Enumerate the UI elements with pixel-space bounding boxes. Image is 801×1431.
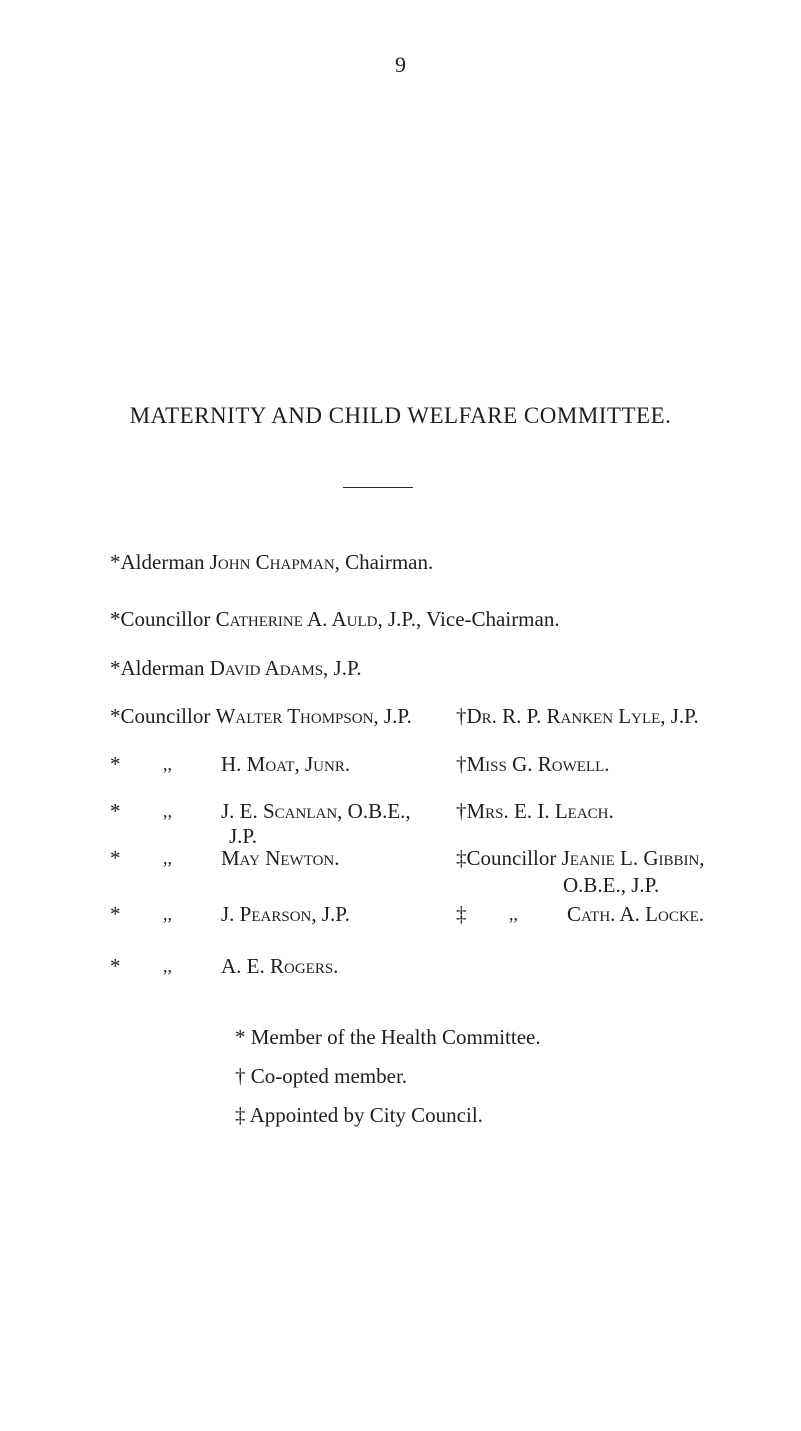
ditto-mark: ,, (163, 754, 172, 774)
officer-chairman (110, 550, 433, 575)
member-name: Dr. R. P. Ranken Lyle, J.P. (466, 704, 699, 728)
member-name: A. E. Rogers. (221, 954, 339, 978)
member-mark: * (110, 902, 121, 926)
member-mark: * (110, 607, 121, 631)
member-mark: ‡ (456, 846, 467, 870)
note-mark: ‡ (235, 1103, 246, 1127)
ditto-mark: ,, (163, 904, 172, 924)
member-rank: Alderman (120, 550, 205, 574)
member-name: H. Moat, Junr. (221, 752, 351, 776)
member-name: John Chapman (209, 550, 335, 574)
ditto-mark: ,, (163, 848, 172, 868)
note-text: Co-opted member. (250, 1064, 408, 1088)
member-mark: * (110, 846, 121, 870)
officer-alderman (110, 656, 362, 681)
member-mark: † (456, 799, 467, 823)
title-rule (343, 487, 413, 488)
member-name: Mrs. E. I. Leach. (466, 799, 614, 823)
member-mark: † (456, 752, 467, 776)
right-member-lyle (456, 704, 699, 729)
member-name-continued: O.B.E., J.P. (563, 873, 660, 897)
note-text: Member of the Health Committee. (250, 1025, 541, 1049)
member-name-continued: J.P. (229, 824, 258, 848)
member-rank: Councillor (466, 846, 557, 870)
ditto-mark: ,, (509, 904, 518, 924)
member-mark: † (456, 704, 467, 728)
member-name: J. Pearson, J.P. (221, 902, 350, 926)
ditto-mark: ,, (163, 956, 172, 976)
note-co-opted (235, 1064, 407, 1089)
member-name: Catherine A. Auld, J.P. (215, 607, 417, 631)
member-name: David Adams, J.P. (209, 656, 362, 680)
member-name: May Newton. (221, 846, 340, 870)
member-mark: * (110, 704, 121, 728)
member-name: J. E. Scanlan, O.B.E., (221, 799, 411, 823)
member-name: Jeanie L. Gibbin, (561, 846, 705, 870)
right-member-rowell (456, 752, 610, 777)
member-mark: * (110, 656, 121, 680)
member-mark: * (110, 954, 121, 978)
officer-vice-chairman (110, 607, 560, 632)
page-number: 9 (395, 52, 406, 77)
member-line (456, 846, 705, 871)
note-text: Appointed by City Council. (249, 1103, 483, 1127)
member-role: , Vice-Chairman. (416, 607, 560, 631)
member-name: Walter Thompson, J.P. (215, 704, 412, 728)
left-member-thompson (110, 704, 412, 729)
member-rank: Councillor (120, 704, 211, 728)
member-mark: * (110, 799, 121, 823)
right-member-leach (456, 799, 614, 824)
page-title: MATERNITY AND CHILD WELFARE COMMITTEE. (129, 403, 672, 428)
note-mark: † (235, 1064, 246, 1088)
member-name: Cath. A. Locke. (567, 902, 705, 926)
member-mark: * (110, 550, 121, 574)
note-mark: * (235, 1025, 246, 1049)
member-name: Miss G. Rowell. (466, 752, 610, 776)
member-rank: Alderman (120, 656, 205, 680)
note-appointed (235, 1103, 483, 1128)
note-health-committee (235, 1025, 541, 1050)
ditto-mark: ,, (163, 801, 172, 821)
member-rank: Councillor (120, 607, 211, 631)
member-mark: ‡ (456, 902, 467, 926)
member-mark: * (110, 752, 121, 776)
member-role: , Chairman. (334, 550, 434, 574)
